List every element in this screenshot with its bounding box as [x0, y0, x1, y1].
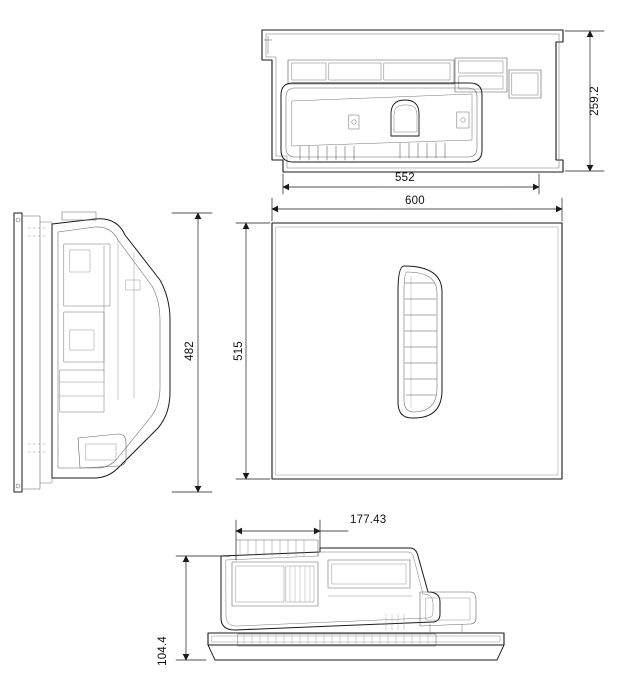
dim-104-4: [176, 556, 230, 660]
dimension-label-600: 600: [405, 195, 425, 207]
view-top-rear: [262, 30, 563, 172]
dimension-label-515: 515: [233, 341, 245, 361]
dimension-label-482: 482: [184, 341, 196, 361]
view-plan-top: [272, 223, 562, 479]
dimension-label-259-2: 259.2: [589, 86, 601, 116]
view-side-elevation: [14, 212, 170, 492]
view-front-elevation: [208, 540, 504, 660]
dimension-label-104-4: 104.4: [157, 636, 169, 666]
dim-177-43: [236, 520, 348, 550]
dimension-label-177-43: 177.43: [350, 514, 387, 526]
dimension-label-552: 552: [395, 172, 415, 184]
